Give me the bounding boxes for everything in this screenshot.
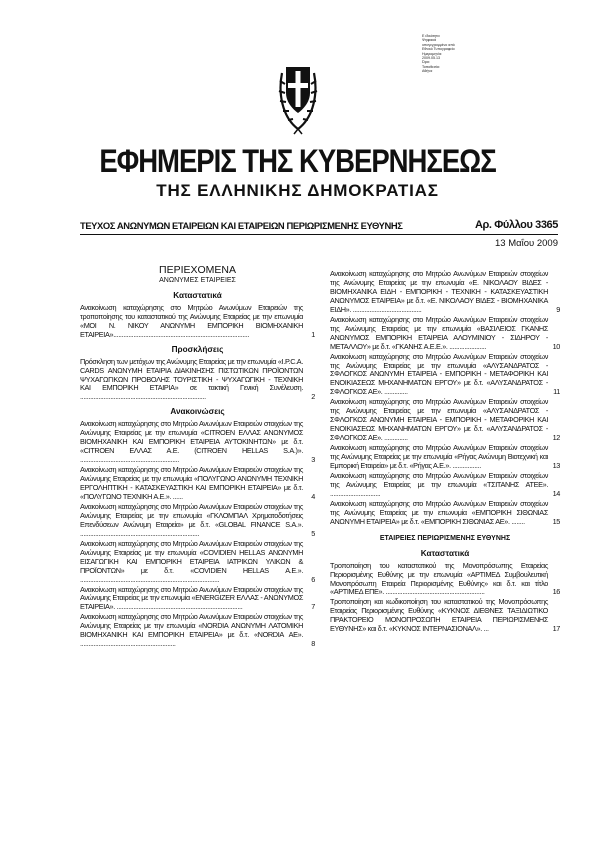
entry-page: 1 [311, 329, 315, 339]
issue-type: ΤΕΥΧΟΣ ΑΝΩΝΥΜΩΝ ΕΤΑΙΡΕΙΩΝ ΚΑΙ ΕΤΑΙΡΕΙΩΝ ΠΕΡΙΩΡΙΣΜΕΝΗΣ ΕΥΘΥΝΗΣ [80, 220, 403, 231]
signature-line: Αθήνα [422, 69, 433, 74]
entry-page: 13 [552, 461, 560, 471]
signature-line: Ψηφιακά [422, 38, 437, 43]
entry-text: Ανακοίνωση καταχώρησης στο Μητρώο Ανωνύμων Εταιρειών στοιχείων της Ανώνυμης Εταιρείας με την επωνυμία «ΤΣΙΤΑΝΗΣ ΑΤΕΕ». .............................. [330, 470, 548, 498]
list-item [330, 598, 560, 634]
entry-page: 5 [311, 528, 315, 538]
entry-text: Ανακοίνωση καταχώρησης στο Μητρώο Ανωνύμων Εταιρειών στοιχείων της Ανώνυμης Εταιρείας με την επωνυμία «COVIDIEN HELLAS ΑΝΩΝΥΜΗ ΕΙΣΑΓΩΓΙΚΗ ΚΑΙ ΕΜΠΟΡΙΚΗ ΕΤΑΙΡΕΙΑ ΙΑΤΡΙΚΩΝ ΥΛΙΚΩΝ & ΠΡΟΪΟΝΤΩΝ» με δ.τ. «COVIDIEN HELLAS Α.Ε.». ................................................................................... [80, 538, 303, 584]
signature-line: Ημερομηνία: [422, 51, 443, 56]
entry-page: 3 [311, 455, 315, 465]
entry-text: Ανακοίνωση καταχώρησης στο Μητρώο Ανωνύμων Εταιρειών στοιχείων της Ανώνυμης Εταιρείας με την επωνυμία «Ε. ΝΙΚΟΛΑΟΥ ΒΙΔΕΣ - ΒΙΟΜΗΧΑΝΙΚΑ ΕΙΔΗ - ΕΜΠΟΡΙΚΗ - ΤΕΧΝΙΚΗ - ΚΑΤΑΣΚΕΥΑΣΤΙΚΗ ΑΝΩΝΥΜΟΣ ΕΤΑΙΡΕΙΑ» με δ.τ. «Ε. ΝΙΚΟΛΑΟΥ ΒΙΔΕΣ - ΒΙΟΜΗΧΑΝΙΚΑ ΕΙΔΗ». ......................................... [330, 269, 548, 314]
entry-text: Πρόσκληση των μετόχων της Ανώνυμης Εταιρείας με την επωνυμία «I.P.C.A. CARDS ΑΝΩΝΥΜΗ ΕΤΑΙΡΙΑ ΔΙΑΚΙΝΗΣΗΣ ΠΙΣΤΩΤΙΚΩΝ ΠΡΟΪΟΝΤΩΝ ΨΥΧΑΓΩΓΙΚΩΝ ΠΡΟΒΟΛΗΣ ΤΟΥΡΙΣΤΙΚΗ - ΨΥΧΑΓΩΓΙΚΗ - ΤΕΧΝΙΚΗ ΚΑΙ ΕΜΠΟΡΙΚΗ ΕΤΑΙΡΙΑ» σε τακτική Γενική Συνέλευση. ........................................................................... [80, 356, 303, 402]
gazette-title: ΕΦΗΜΕΡΙΣ ΤΗΣ ΚΥΒΕΡΝΗΣΕΩΣ [99, 143, 496, 179]
signature-line: υπογεγραμμένο από [422, 42, 455, 47]
signature-line: Εθνικό Τυπογραφείο [422, 47, 455, 52]
entry-text: Ανακοίνωση καταχώρησης στο Μητρώο Ανωνύμων Εταιρειών της τροποποίησης του καταστατικού της Ανώνυμης Εταιρείας με την επωνυμία «ΜΟΙ Ν. ΝΙΚΟΥ ΑΝΩΝΥΜΗ ΕΜΠΟΡΙΚΗ ΒΙΟΜΗΧΑΝΙΚΗ ΕΤΑΙΡΕΙΑ»................................................................................. [80, 302, 303, 339]
list-item [330, 398, 560, 443]
list-item [80, 466, 315, 502]
entry-text: Ανακοίνωση καταχώρησης στο Μητρώο Ανωνύμων Εταιρειών στοιχείων της Ανώνυμης Εταιρείας με την επωνυμία «Ρήγας Ανώνυμη Βιοτεχνική και Εμπορική Εταιρεία» με δ.τ. «Ρήγας Α.Ε.». ................. [330, 443, 548, 471]
section-title: Καταστατικά [420, 548, 470, 558]
entry-page: 16 [552, 587, 560, 597]
entry-text: Ανακοίνωση καταχώρησης στο Μητρώο Ανωνύμων Εταιρειών στοιχείων της Ανώνυμης Εταιρείας με την επωνυμία «ΓΚΛΟΜΠΑΛ Χρηματοδοτήσεις Επενδύσεων Ανώνυμη Εταιρεία» με δ.τ. «GLOBAL FINANCE S.A.». ....................................................................... [80, 501, 303, 538]
entry-text: Ανακοίνωση καταχώρησης στο Μητρώο Ανωνύμων Εταιρειών στοιχείων της Ανώνυμης Εταιρείας με την επωνυμία «CITROEN ΕΛΛΑΣ ΑΝΩΝΥΜΟΣ ΒΙΟΜΗΧΑΝΙΚΗ ΚΑΙ ΕΜΠΟΡΙΚΗ ΕΤΑΙΡΕΙΑ ΑΥΤΟΚΙΝΗΤΩΝ» με δ.τ. «CITROEN ΕΛΛΑΣ Α.Ε. (CITROEN HELLAS S.A.)». ........................................................... [80, 419, 303, 465]
signature-line: Τοποθεσία: [422, 64, 440, 69]
entry-page: 17 [552, 624, 560, 634]
contents-left-column [80, 264, 315, 650]
entry-text: Τροποποίηση και κωδικοποίηση του καταστατικού της Μονοπρόσωπης Εταιρείας Περιορισμένης Ευθύνης «ΚΥΚΝΟΣ ΔΙΕΘΝΕΣ ΤΑΞΙΔΙΩΤΙΚΟ ΠΡΑΚΤΟΡΕΙΟ ΜΟΝΟΠΡΟΣΩΠΗ ΕΤΑΙΡΕΙΑ ΠΕΡΙΩΡΙΣΜΕΝΗΣ ΕΥΘΥΝΗΣ» και δ.τ. «ΚΥΚΝΟΣ ΙΝΤΕΡΝΑΣΙΟΝΑΛ». ... [330, 597, 548, 634]
signature-line: Ώρα: [422, 60, 430, 65]
contents-subheading: ΑΝΩΝΥΜΕΣ ΕΤΑΙΡΕΙΕΣ [159, 276, 236, 284]
entry-page: 8 [311, 639, 315, 649]
entry-text: Ανακοίνωση καταχώρησης στο Μητρώο Ανωνύμων Εταιρειών στοιχείων της Ανώνυμης Εταιρείας με την επωνυμία «ΠΟΛΥΓΩΝΟ ΑΝΩΝΥΜΗ ΤΕΧΝΙΚΗ ΕΡΓΟΛΗΠΤΙΚΗ - ΚΑΤΑΣΚΕΥΑΣΤΙΚΗ ΚΑΙ ΕΜΠΟΡΙΚΗ ΕΤΑΙΡΕΙΑ» με δ.τ. «ΠΟΛΥΓΩΝΟ ΤΕΧΝΙΚΗ Α.Ε.». ...... [80, 465, 303, 501]
contents-right-column [330, 270, 560, 635]
sheet-number: Αρ. Φύλλου 3365 [474, 219, 558, 231]
list-item [80, 503, 315, 539]
entry-page: 2 [311, 392, 315, 402]
entry-page: 14 [552, 488, 560, 498]
entry-text: Ανακοίνωση καταχώρησης στο Μητρώο Ανωνύμων Εταιρειών στοιχείων της Ανώνυμης Εταιρείας με την επωνυμία «ENERGIZER ΕΛΛΑΣ - ΑΝΩΝΥΜΟΣ ΕΤΑΙΡΕΙΑ». ........................................................................... [80, 584, 303, 612]
list-item [330, 270, 560, 315]
list-item [80, 586, 315, 613]
entry-text: Ανακοίνωση καταχώρησης στο Μητρώο Ανωνύμων Εταιρειών στοιχείων της Ανώνυμης Εταιρείας με την επωνυμία «NORDIA ΑΝΩΝΥΜΗ ΛΑΤΟΜΙΚΗ ΒΙΟΜΗΧΑΝΙΚΗ ΚΑΙ ΕΜΠΟΡΙΚΗ ΕΤΑΙΡΕΙΑ» με δ.τ. «NORDIA ΑΕ». ......................................................... [80, 612, 303, 649]
entry-page: 6 [311, 574, 315, 584]
entry-page: 9 [556, 304, 560, 314]
entry-page: 7 [311, 602, 315, 612]
list-item [80, 420, 315, 465]
list-item [330, 472, 560, 499]
entry-page: 4 [311, 491, 315, 501]
entry-page: 12 [552, 433, 560, 443]
gazette-subtitle: ΤΗΣ ΕΛΛΗΝΙΚΗΣ ΔΗΜΟΚΡΑΤΙΑΣ [156, 181, 439, 200]
entry-text: Ανακοίνωση καταχώρησης στο Μητρώο Ανωνύμων Εταιρειών στοιχείων της Ανώνυμης Εταιρείας με την επωνυμία «ΑΛΥΣΑΝΔΡΑΤΟΣ - ΣΦΛΟΓΚΟΣ ΑΝΩΝΥΜΗ ΕΤΑΙΡΕΙΑ - ΕΜΠΟΡΙΚΗ - ΜΕΤΑΦΟΡΙΚΗ ΚΑΙ ΕΝΟΙΚΙΑΣΕΩΣ ΜΗΧΑΝΗΜΑΤΩΝ ΕΡΓΟΥ» με δ.τ. «ΑΛΥΣΑΝΔΡΑΤΟΣ - ΣΦΛΟΓΚΟΣ ΑΕ». .............. [330, 351, 548, 397]
section-title: Ανακοινώσεις [170, 407, 225, 417]
entry-text: Ανακοίνωση καταχώρησης στο Μητρώο Ανωνύμων Εταιρειών στοιχείων της Ανώνυμης Εταιρείας με την επωνυμία «ΕΜΠΟΡΙΚΗ ΣΙΘΩΝΙΑΣ ΑΝΩΝΥΜΗ ΕΤΑΙΡΕΙΑ» με δ.τ. «ΕΜΠΟΡΙΚΗ ΣΙΘΩΝΙΑΣ ΑΕ». ........ [330, 498, 548, 526]
list-item [330, 562, 560, 598]
greek-coat-of-arms-icon [276, 33, 320, 137]
header-divider [80, 234, 558, 235]
list-item [330, 316, 560, 352]
signature-line: Ε ιδικότητα [422, 34, 440, 38]
list-item [80, 540, 315, 585]
issue-date: 13 Μαΐου 2009 [495, 238, 558, 249]
entry-text: Ανακοίνωση καταχώρησης στο Μητρώο Ανωνύμων Εταιρειών στοιχείων της Ανώνυμης Εταιρείας με την επωνυμία «ΒΑΣΙΛΕΙΟΣ ΓΚΑΝΗΣ ΑΝΩΝΥΜΟΣ ΕΜΠΟΡΙΚΗ ΕΤΑΙΡΕΙΑ ΑΛΟΥΜΙΝΙΟΥ - ΣΙΔΗΡΟΥ - ΜΕΤΑΛΛΟΥ» με δ.τ. «ΓΚΑΝΗΣ Α.Ε.Ε.». ...................... [330, 314, 548, 351]
list-item [330, 444, 560, 471]
digital-signature-stamp [422, 34, 486, 74]
section-title: Προσκλήσεις [171, 344, 224, 354]
contents-heading: ΠΕΡΙΕΧΟΜΕΝΑ [158, 264, 237, 276]
ltd-heading: ΕΤΑΙΡΕΙΕΣ ΠΕΡΙΩΡΙΣΜΕΝΗΣ ΕΥΘΥΝΗΣ [379, 534, 511, 542]
entry-text: Ανακοίνωση καταχώρησης στο Μητρώο Ανωνύμων Εταιρειών στοιχείων της Ανώνυμης Εταιρείας με την επωνυμία «ΑΛΥΣΑΝΔΡΑΤΟΣ - ΣΦΛΟΓΚΟΣ ΑΝΩΝΥΜΗ ΕΤΑΙΡΕΙΑ - ΕΜΠΟΡΙΚΗ - ΜΕΤΑΦΟΡΙΚΗ ΚΑΙ ΕΝΟΙΚΙΑΣΕΩΣ ΜΗΧΑΝΗΜΑΤΩΝ ΕΡΓΟΥ» με δ.τ. «ΑΛΥΣΑΝΔΡΑΤΟΣ - ΣΦΛΟΓΚΟΣ ΑΕ». .............. [330, 397, 548, 443]
entry-text: Τροποποίηση του καταστατικού της Μονοπρόσωπης Εταιρείας Περιορισμένης Ευθύνης με την επωνυμία «ΑΡΤΙΜΕΔ Συμβουλευτική Μονοπρόσωπη Εταιρεία Περιορισμένης Ευθύνης» και δ.τ. και τίτλο «ΑΡΤΙΜΕΔ ΕΠΕ». ........................................................... [330, 560, 548, 597]
signature-line: 2009.05.13 [422, 56, 440, 61]
list-item [330, 353, 560, 398]
entry-page: 10 [552, 341, 560, 351]
list-item [80, 613, 315, 649]
entry-page: 11 [553, 387, 560, 397]
list-item [80, 358, 315, 403]
list-item [330, 500, 560, 527]
section-title: Καταστατικά [173, 290, 222, 300]
entry-page: 15 [552, 516, 560, 526]
list-item [80, 304, 315, 340]
